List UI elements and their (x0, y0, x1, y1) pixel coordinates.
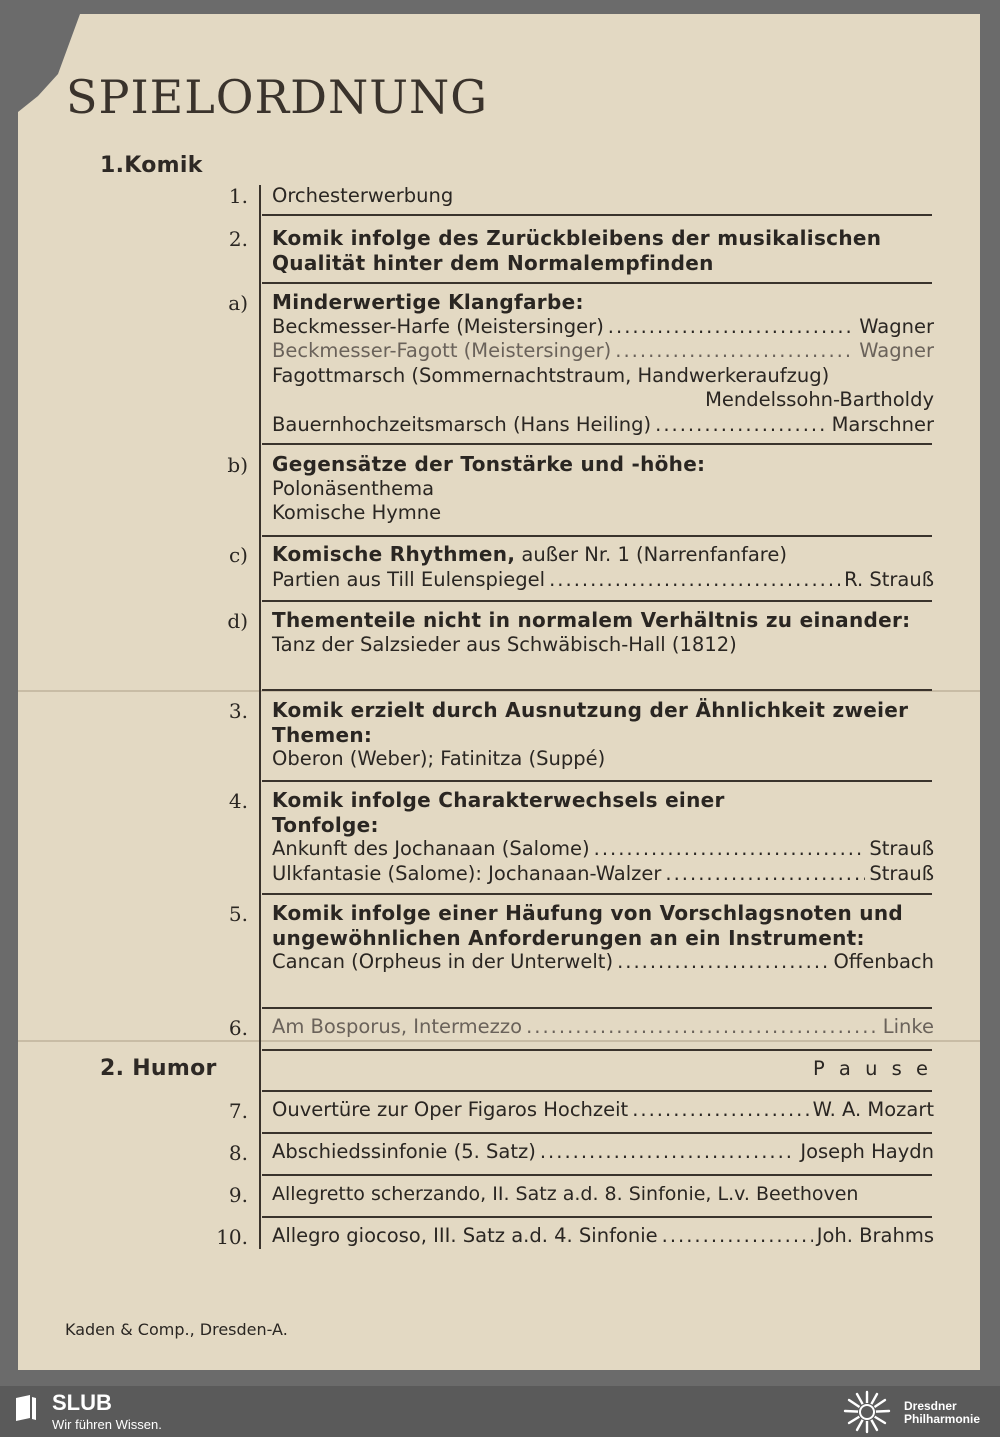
leader-dots (617, 950, 829, 975)
program-item-9: Allegretto scherzando, II. Satz a.d. 8. Sinfonie, L.v. Beethoven (272, 1183, 859, 1205)
work-title: Tanz der Salzsieder aus Schwäbisch-Hall (1812) (272, 632, 737, 656)
work-title: Ankunft des Jochanaan (Salome) (272, 837, 590, 860)
row-divider (262, 214, 932, 216)
work-title: Beckmesser-Harfe (Meistersinger) (272, 314, 604, 338)
leader-dots (549, 568, 840, 593)
work-row (272, 837, 934, 862)
item-letter: d) (227, 609, 248, 633)
row-divider (262, 1007, 932, 1009)
work-title: Ulkfantasie (Salome): Jochanaan-Walzer (272, 861, 662, 885)
program-item-10 (272, 1224, 934, 1249)
work-row (272, 339, 934, 364)
philharmonie-name-line1: Dresdner (904, 1399, 957, 1413)
item-a-heading: Minderwertige Klangfarbe: (272, 290, 584, 314)
composer: Marschner (831, 412, 934, 436)
program-item-8 (272, 1140, 934, 1165)
composer: R. Strauß (844, 567, 934, 591)
work-title: Oberon (Weber); Fatinitza (Suppé) (272, 747, 606, 770)
program-item-a (272, 290, 934, 437)
row-divider (262, 282, 932, 284)
program-item-2-heading: Komik infolge des Zurückbleibens der musikalischen Qualität hinter dem Normalempfinden (272, 226, 882, 275)
work-row (272, 315, 934, 340)
printer-imprint: Kaden & Comp., Dresden-A. (65, 1320, 288, 1339)
row-divider (262, 443, 932, 445)
item-c-heading: Komische Rhythmen, (272, 542, 516, 566)
leader-dots (632, 1098, 808, 1123)
work-row (272, 862, 934, 887)
program-sheet (18, 14, 980, 1370)
work-row (272, 568, 934, 593)
leader-dots (665, 862, 865, 887)
program-item-5 (272, 901, 934, 975)
work-row (272, 1015, 934, 1040)
work-title: Fagottmarsch (Sommernachtstraum, Handwerkeraufzug) (272, 363, 830, 387)
slub-name[interactable]: SLUB (52, 1390, 112, 1415)
work-title: Ouvertüre zur Oper Figaros Hochzeit (272, 1098, 629, 1121)
program-item-1: Orchesterwerbung (272, 184, 454, 207)
item-number: 2. (228, 227, 248, 251)
footer-bar (0, 1386, 1000, 1437)
item-c-note: außer Nr. 1 (Narrenfanfare) (515, 543, 787, 566)
item-b-heading: Gegensätze der Tonstärke und -höhe: (272, 452, 706, 476)
row-divider (262, 1049, 932, 1051)
philharmonie-name[interactable] (904, 1400, 980, 1426)
paper-fold (18, 1040, 980, 1042)
work-row (272, 1224, 934, 1249)
item-3-heading: Komik erzielt durch Ausnutzung der Ähnlichkeit zweier Themen: (272, 698, 909, 747)
composer: Joh. Brahms (816, 1224, 934, 1247)
item-number: 1. (228, 184, 248, 208)
work-title: Am Bosporus, Intermezzo (272, 1015, 523, 1038)
program-item-4 (272, 788, 934, 886)
row-divider (262, 893, 932, 895)
program-item-3 (272, 698, 934, 772)
item-number: 3. (228, 699, 248, 723)
work-row (272, 950, 934, 975)
item-number: 10. (216, 1225, 248, 1249)
section-heading-humor: 2. Humor (100, 1056, 217, 1081)
composer: Linke (882, 1015, 934, 1038)
leader-dots (594, 837, 866, 862)
item-number: 8. (228, 1141, 248, 1165)
row-divider (262, 689, 932, 691)
work-row (272, 364, 934, 389)
work-title: Allegro giocoso, III. Satz a.d. 4. Sinfonie (272, 1224, 658, 1247)
leader-dots (540, 1140, 796, 1165)
item-d-heading: Thementeile nicht in normalem Verhältnis zu einander: (272, 608, 911, 632)
program-item-7 (272, 1098, 934, 1123)
leader-dots (526, 1015, 879, 1040)
row-divider (262, 1174, 932, 1176)
slub-tagline: Wir führen Wissen. (52, 1417, 162, 1432)
item-5-heading: Komik infolge einer Häufung von Vorschlagsnoten und ungewöhnlichen Anforderungen an ein Instrument: (272, 901, 903, 950)
item-number: 9. (228, 1183, 248, 1207)
composer: Strauß (869, 837, 934, 860)
composer: Joseph Haydn (800, 1140, 934, 1163)
work-row (272, 1140, 934, 1165)
item-letter: b) (227, 453, 248, 477)
program-item-6 (272, 1015, 934, 1040)
row-divider (262, 780, 932, 782)
section-heading-komik: 1.Komik (100, 153, 203, 178)
work-row (272, 413, 934, 438)
program-item-c (272, 542, 934, 592)
leader-dots (608, 315, 855, 340)
work-title: Abschiedssinfonie (5. Satz) (272, 1140, 536, 1163)
row-divider (262, 1216, 932, 1218)
item-letter: c) (228, 543, 248, 567)
pause-label: P a u s e (812, 1057, 932, 1080)
work-title: Bauernhochzeitsmarsch (Hans Heiling) (272, 412, 652, 436)
composer: Strauß (869, 861, 934, 885)
work-title: Polonäsenthema (272, 476, 435, 500)
program-vertical-rule (259, 185, 261, 1249)
composer: Wagner (859, 339, 934, 362)
leader-dots (655, 413, 827, 438)
work-title: Komische Hymne (272, 501, 442, 524)
work-row (272, 1098, 934, 1123)
work-title: Beckmesser-Fagott (Meistersinger) (272, 339, 612, 362)
philharmonie-logo-icon (843, 1390, 891, 1434)
leader-dots (662, 1224, 813, 1249)
item-number: 6. (228, 1016, 248, 1040)
item-letter: a) (228, 291, 248, 315)
composer: Offenbach (833, 950, 934, 973)
row-divider (262, 600, 932, 602)
item-number: 7. (228, 1099, 248, 1123)
philharmonie-name-line2: Philharmonie (904, 1412, 981, 1426)
work-title: Partien aus Till Eulenspiegel (272, 567, 546, 591)
item-number: 5. (228, 902, 248, 926)
work-title: Cancan (Orpheus in der Unterwelt) (272, 950, 614, 973)
program-item-d (272, 608, 934, 657)
composer: Mendelssohn-Bartholdy (705, 388, 934, 411)
row-divider (262, 535, 932, 537)
row-divider (262, 1090, 932, 1092)
composer: Wagner (859, 314, 934, 338)
leader-dots (615, 339, 855, 364)
program-item-b (272, 452, 934, 526)
slub-logo-icon (14, 1394, 38, 1422)
row-divider (262, 1132, 932, 1134)
composer: W. A. Mozart (812, 1098, 934, 1121)
item-number: 4. (228, 789, 248, 813)
item-4-heading: Komik infolge Charakterwechsels einer Tonfolge: (272, 788, 725, 837)
page-title: SPIELORDNUNG (66, 70, 489, 124)
